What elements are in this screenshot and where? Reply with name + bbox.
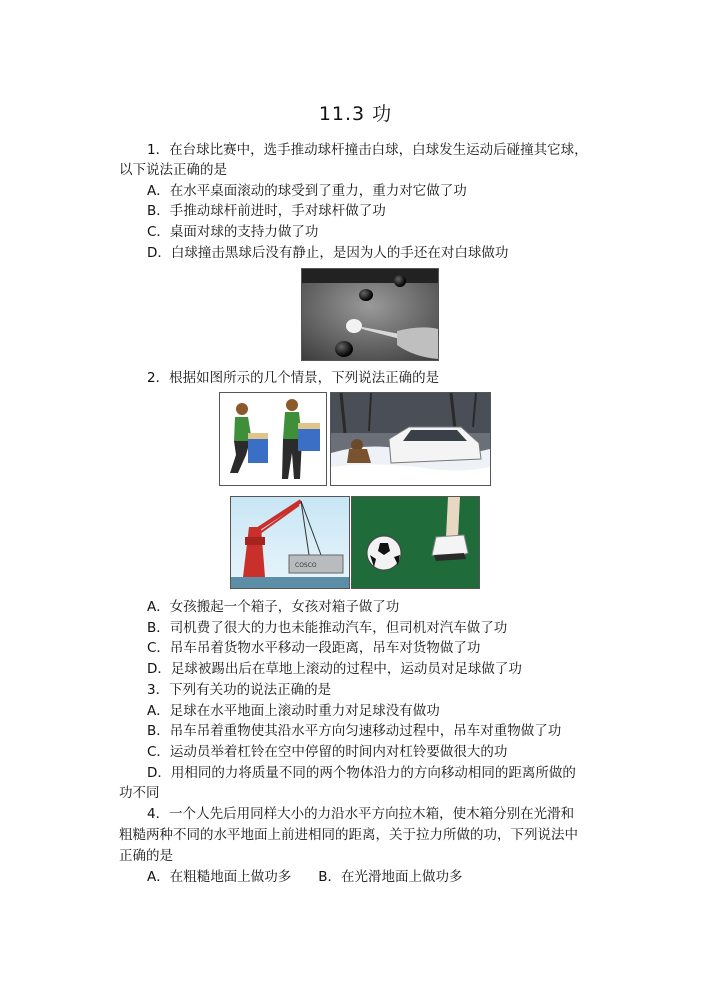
q2-option-c: C．吊车吊着货物水平移动一段距离，吊车对货物做了功 [147,640,481,656]
q1-option-b: B．手推动球杆前进时，手对球杆做了功 [147,203,386,219]
cargo-label: COSCO [295,562,317,569]
q4-stem-line1: 4．一个人先后用同样大小的力沿水平方向拉木箱，使木箱分别在光滑和 [147,806,575,822]
q4-options-row: A．在粗糙地面上做功多 B．在光滑地面上做功多 [147,869,463,885]
q1-option-d: D．白球撞击黑球后没有静止，是因为人的手还在对白球做功 [147,245,509,261]
billiards-photo [301,268,439,361]
q3-stem: 3．下列有关功的说法正确的是 [147,682,332,698]
q2-option-b: B．司机费了很大的力也未能推动汽车，但司机对汽车做了功 [147,620,508,636]
girl-lifting-box-photo [219,392,327,486]
q3-option-d-line1: D．用相同的力将质量不同的两个物体沿力的方向移动相同的距离所做的 [147,765,576,781]
q3-option-d-line2: 功不同 [119,785,160,801]
q1-option-a: A．在水平桌面滚动的球受到了重力，重力对它做了功 [147,183,467,199]
q3-option-a: A．足球在水平地面上滚动时重力对足球没有做功 [147,703,440,719]
q2-option-d: D．足球被踢出后在草地上滚动的过程中，运动员对足球做了功 [147,661,522,677]
q2-stem: 2．根据如图所示的几个情景，下列说法正确的是 [147,370,440,386]
stuck-car-snow-photo [330,392,491,486]
q4-stem-line3: 正确的是 [119,848,173,864]
kicking-football-photo [351,496,480,589]
q4-stem-line2: 粗糙两种不同的水平地面上前进相同的距离，关于拉力所做的功，下列说法中 [119,827,578,843]
q3-option-c: C．运动员举着杠铃在空中停留的时间内对杠铃要做很大的功 [147,744,508,760]
q1-option-c: C．桌面对球的支持力做了功 [147,224,319,240]
crane-lifting-cargo-photo [230,496,350,589]
q2-option-a: A．女孩搬起一个箱子，女孩对箱子做了功 [147,599,400,615]
q3-option-b: B．吊车吊着重物使其沿水平方向匀速移动过程中，吊车对重物做了功 [147,723,562,739]
page-title: 11.3 功 [318,103,393,125]
q1-stem-line2: 以下说法正确的是 [119,162,227,178]
q1-stem-line1: 1．在台球比赛中，选手推动球杆撞击白球，白球发生运动后碰撞其它球， [147,142,588,158]
